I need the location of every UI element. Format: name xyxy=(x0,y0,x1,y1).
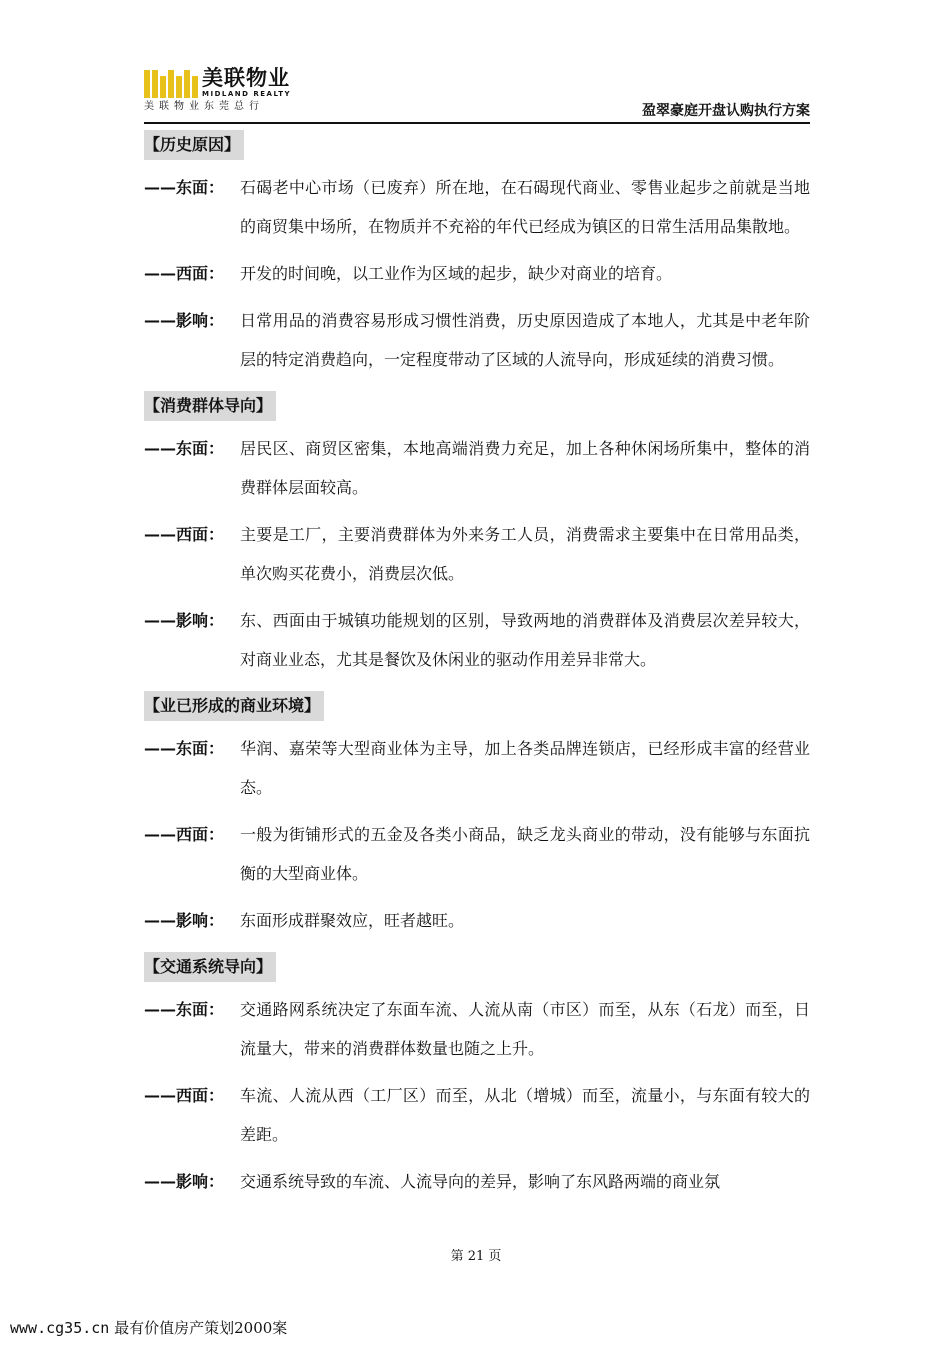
document-title: 盈翠豪庭开盘认购执行方案 xyxy=(642,103,810,119)
midland-logo xyxy=(144,66,314,116)
document-body xyxy=(144,126,810,1209)
list-item xyxy=(144,301,810,379)
section-heading: 【消费群体导向】 xyxy=(144,391,276,421)
item-label: ——影响： xyxy=(144,1172,225,1191)
item-text: 一般为街铺形式的五金及各类小商品，缺乏龙头商业的带动，没有能够与东面抗衡的大型商业体。 xyxy=(240,825,810,883)
item-text: 交通路网系统决定了东面车流、人流从南（市区）而至，从东（石龙）而至，日流量大，带来的消费群体数量也随之上升。 xyxy=(240,1000,810,1058)
section-heading: 【历史原因】 xyxy=(144,130,244,160)
item-label: ——影响： xyxy=(144,911,225,930)
logo-english-name: MIDLAND REALTY xyxy=(202,90,292,98)
item-label: ——西面： xyxy=(144,1086,225,1105)
list-item xyxy=(144,990,810,1068)
logo-bars-icon xyxy=(144,70,198,98)
item-label: ——西面： xyxy=(144,525,225,544)
item-label: ——西面： xyxy=(144,825,225,844)
footer-text: 最有价值房产策划2000案 xyxy=(114,1319,288,1337)
item-label: ——影响： xyxy=(144,311,225,330)
list-item xyxy=(144,901,810,940)
list-item xyxy=(144,1162,810,1201)
list-item xyxy=(144,601,810,679)
section-heading: 【交通系统导向】 xyxy=(144,952,276,982)
logo-chinese-name: 美联物业 xyxy=(202,66,290,90)
header-divider xyxy=(144,122,810,124)
item-label: ——东面： xyxy=(144,178,225,197)
item-text: 交通系统导致的车流、人流导向的差异，影响了东风路两端的商业氛 xyxy=(240,1172,721,1191)
list-item xyxy=(144,429,810,507)
item-text: 主要是工厂，主要消费群体为外来务工人员，消费需求主要集中在日常用品类，单次购买花费小，消费层次低。 xyxy=(240,525,810,583)
footer-url[interactable]: www.cg35.cn xyxy=(10,1319,110,1337)
item-text: 华润、嘉荣等大型商业体为主导，加上各类品牌连锁店，已经形成丰富的经营业态。 xyxy=(240,739,810,797)
item-label: ——东面： xyxy=(144,439,225,458)
item-text: 东、西面由于城镇功能规划的区别，导致两地的消费群体及消费层次差异较大，对商业业态，尤其是餐饮及休闲业的驱动作用差异非常大。 xyxy=(240,611,810,669)
item-label: ——东面： xyxy=(144,1000,225,1019)
list-item xyxy=(144,1076,810,1154)
item-text: 日常用品的消费容易形成习惯性消费，历史原因造成了本地人，尤其是中老年阶层的特定消费趋向，一定程度带动了区域的人流导向，形成延续的消费习惯。 xyxy=(240,311,810,369)
item-label: ——影响： xyxy=(144,611,225,630)
item-label: ——西面： xyxy=(144,264,225,283)
page-header xyxy=(144,66,810,124)
item-text: 开发的时间晚，以工业作为区域的起步，缺少对商业的培育。 xyxy=(240,264,673,283)
list-item xyxy=(144,815,810,893)
footer xyxy=(10,1318,287,1338)
list-item xyxy=(144,515,810,593)
item-label: ——东面： xyxy=(144,739,225,758)
item-text: 车流、人流从西（工厂区）而至，从北（增城）而至，流量小，与东面有较大的差距。 xyxy=(240,1086,810,1144)
item-text: 石碣老中心市场（已废弃）所在地，在石碣现代商业、零售业起步之前就是当地的商贸集中场所，在物质并不充裕的年代已经成为镇区的日常生活用品集散地。 xyxy=(240,178,810,236)
list-item xyxy=(144,168,810,246)
page-number: 第 21 页 xyxy=(450,1249,502,1264)
list-item xyxy=(144,729,810,807)
section-heading: 【业已形成的商业环境】 xyxy=(144,691,324,721)
item-text: 居民区、商贸区密集，本地高端消费力充足，加上各种休闲场所集中，整体的消费群体层面较高。 xyxy=(240,439,810,497)
list-item xyxy=(144,254,810,293)
item-text: 东面形成群聚效应，旺者越旺。 xyxy=(240,911,465,930)
logo-subtitle: 美联物业东莞总行 xyxy=(144,101,264,112)
